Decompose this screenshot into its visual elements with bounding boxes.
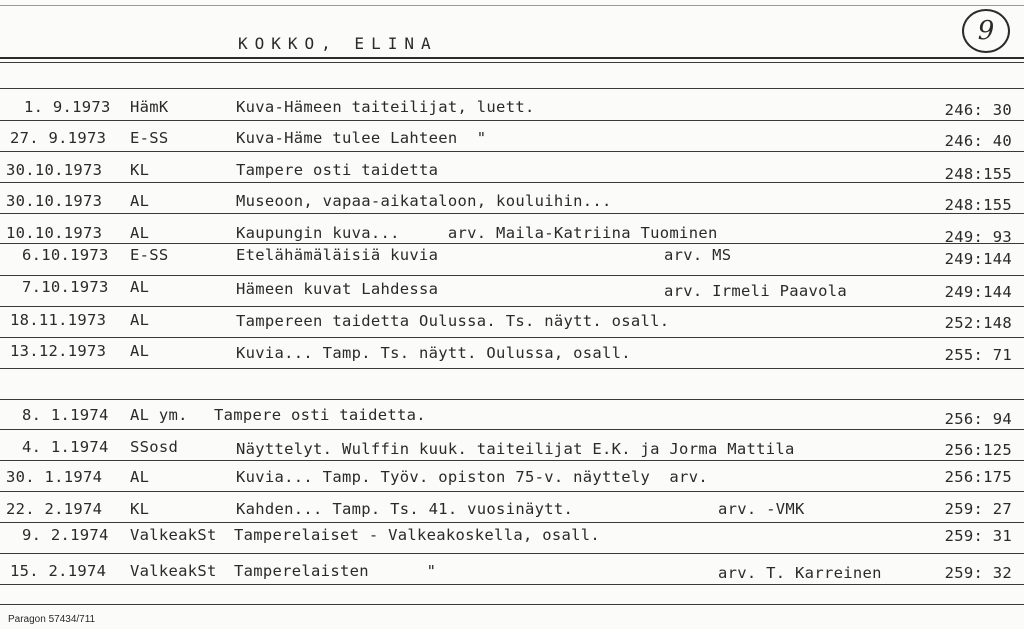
rule [0, 306, 1024, 307]
entry-text: Tampere osti taidetta. [214, 406, 426, 424]
entry-date: 10.10.1973 [6, 224, 103, 242]
entry-ref: 248:155 [944, 196, 1012, 214]
rule [0, 275, 1024, 276]
entry-source: SSosd [130, 438, 179, 456]
rule [0, 491, 1024, 492]
header-rule [0, 57, 1024, 59]
entry-ref: 255: 71 [944, 346, 1012, 364]
entry-source: AL [130, 278, 150, 296]
entry-date: 7.10.1973 [22, 278, 109, 296]
entry-text: Kuva-Häme tulee Lahteen " [236, 129, 487, 147]
entry-date: 30. 1.1974 [6, 468, 103, 486]
entry-date: 30.10.1973 [6, 161, 103, 179]
entry-text: Tamperelaiset - Valkeakoskella, osall. [234, 526, 601, 544]
card-name: KOKKO, ELINA [238, 34, 438, 53]
rule [0, 120, 1024, 121]
entry-text: Kaupungin kuva... arv. Maila-Katriina Tuominen [236, 224, 718, 242]
rule [0, 243, 1024, 244]
entry-source: AL [130, 311, 150, 329]
entry-text: Kahden... Tamp. Ts. 41. vuosinäytt. [236, 500, 574, 518]
entry-text: Kuvia... Tamp. Työv. opiston 75-v. näyttely arv. [236, 468, 708, 486]
entry-source: AL ym. [130, 406, 188, 424]
entry-text: Hämeen kuvat Lahdessa [236, 280, 439, 298]
entry-source: HämK [130, 98, 169, 116]
rule [0, 522, 1024, 523]
entry-source: E-SS [130, 129, 169, 147]
entry-ref: 259: 32 [944, 564, 1012, 582]
entry-ref: 256: 94 [944, 410, 1012, 428]
entry-date: 6.10.1973 [22, 246, 109, 264]
entry-reviewer: arv. Irmeli Paavola [664, 282, 848, 300]
rule [0, 337, 1024, 338]
entry-date: 4. 1.1974 [22, 438, 109, 456]
entry-text: Tamperelaisten " [234, 562, 437, 580]
entry-text: Näyttelyt. Wulffin kuuk. taiteilijat E.K. ja Jorma Mattila [236, 440, 795, 458]
rule [0, 213, 1024, 214]
entry-date: 30.10.1973 [6, 192, 103, 210]
entry-date: 8. 1.1974 [22, 406, 109, 424]
entry-source: AL [130, 342, 150, 360]
entry-source: ValkeakSt [130, 526, 217, 544]
entry-source: ValkeakSt [130, 562, 217, 580]
entry-ref: 259: 27 [944, 500, 1012, 518]
entry-source: E-SS [130, 246, 169, 264]
entry-text: Kuva-Hämeen taiteilijat, luett. [236, 98, 535, 116]
rule [0, 553, 1024, 554]
entry-text: Tampereen taidetta Oulussa. Ts. näytt. osall. [236, 312, 670, 330]
entry-source: KL [130, 161, 150, 179]
entry-date: 13.12.1973 [10, 342, 107, 360]
entry-text: Museoon, vapaa-aikataloon, kouluihin... [236, 192, 612, 210]
entry-source: AL [130, 224, 150, 242]
entry-ref: 249:144 [944, 250, 1012, 268]
entry-ref: 249: 93 [944, 228, 1012, 246]
entry-date: 18.11.1973 [10, 311, 107, 329]
entry-reviewer: arv. -VMK [718, 500, 805, 518]
printer-imprint: Paragon 57434/711 [8, 614, 96, 625]
entry-date: 27. 9.1973 [10, 129, 107, 147]
entry-reviewer: arv. T. Karreinen [718, 564, 882, 582]
entry-source: AL [130, 192, 150, 210]
rule [0, 604, 1024, 605]
entry-date: 1. 9.1973 [24, 98, 111, 116]
rule [0, 429, 1024, 430]
entry-ref: 252:148 [944, 314, 1012, 332]
entry-text: Tampere osti taidetta [236, 161, 439, 179]
rule [0, 182, 1024, 183]
entry-source: KL [130, 500, 150, 518]
entry-date: 15. 2.1974 [10, 562, 107, 580]
rule [0, 151, 1024, 152]
entry-text: Etelähämäläisiä kuvia [236, 246, 439, 264]
rule [0, 584, 1024, 585]
entry-date: 9. 2.1974 [22, 526, 109, 544]
top-edge-line [0, 5, 1024, 6]
entry-ref: 248:155 [944, 165, 1012, 183]
entry-ref: 256:175 [944, 468, 1012, 486]
entry-ref: 256:125 [944, 441, 1012, 459]
rule [0, 368, 1024, 369]
card-number-circle: 9 [962, 9, 1010, 53]
entry-reviewer: arv. MS [664, 246, 732, 264]
entry-ref: 249:144 [944, 283, 1012, 301]
entry-date: 22. 2.1974 [6, 500, 103, 518]
rule [0, 460, 1024, 461]
header-rule-2 [0, 62, 1024, 63]
rule [0, 399, 1024, 400]
entry-ref: 246: 40 [944, 132, 1012, 150]
entry-ref: 259: 31 [944, 527, 1012, 545]
entry-source: AL [130, 468, 150, 486]
entry-text: Kuvia... Tamp. Ts. näytt. Oulussa, osall. [236, 344, 631, 362]
entry-ref: 246: 30 [944, 101, 1012, 119]
rule [0, 88, 1024, 89]
